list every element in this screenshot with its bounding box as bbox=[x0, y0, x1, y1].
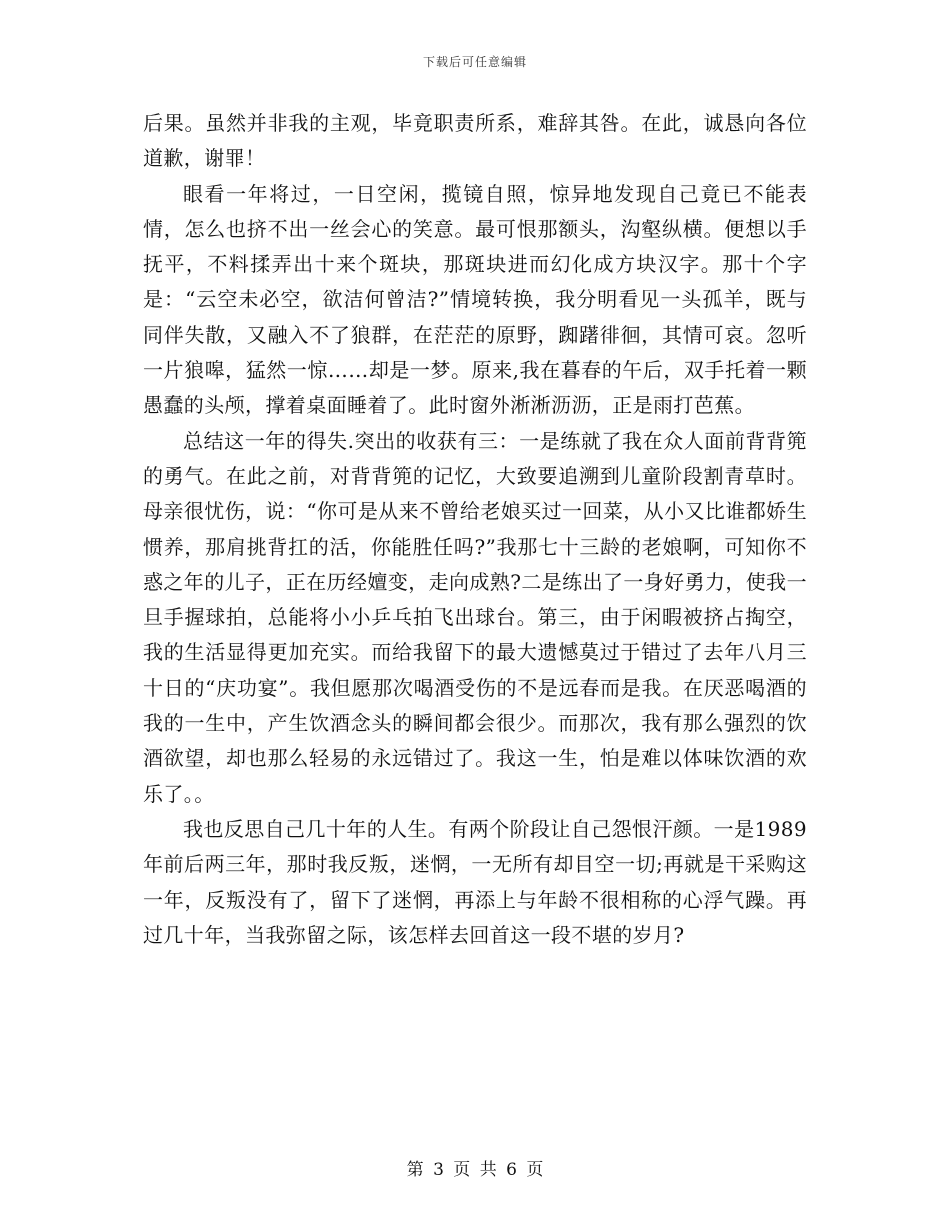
page-header-note: 下载后可任意编辑 bbox=[422, 55, 527, 69]
paragraph-reflection: 我也反思自己几十年的人生。有两个阶段让自己怨恨汗颜。一是1989年前后两三年，那时我反叛，迷惘，一无所有却目空一切;再就是干采购这一年，反叛没有了，留下了迷惘，再添上与年龄不很相称的心浮气躁。再过几十年，当我弥留之际，该怎样去回首这一段不堪的岁月? bbox=[143, 816, 807, 947]
paragraph-continuation: 后果。虽然并非我的主观，毕竟职责所系，难辞其咎。在此，诚恳向各位道歉，谢罪！ bbox=[143, 111, 807, 171]
page-number: 第 3 页 共 6 页 bbox=[406, 1160, 544, 1180]
document-body bbox=[143, 106, 807, 953]
paragraph-dream: 眼看一年将过，一日空闲，揽镜自照，惊异地发现自己竟已不能表情，怎么也挤不出一丝会心的笑意。最可恨那额头，沟壑纵横。便想以手抚平，不料揉弄出十来个斑块，那斑块进而幻化成方块汉字。那十个字是：“云空未必空，欲洁何曾洁?”情境转换，我分明看见一头孤羊，既与同伴失散，又融入不了狼群，在茫茫的原野，踟躇徘徊，其情可哀。忽听一片狼嗥，猛然一惊……却是一梦。原来,我在暮春的午后，双手托着一颗愚蠢的头颅，撑着桌面睡着了。此时窗外淅淅沥沥，正是雨打芭蕉。 bbox=[143, 181, 807, 418]
paragraph-year-summary: 总结这一年的得失.突出的收获有三：一是练就了我在众人面前背背篼的勇气。在此之前，对背背篼的记忆，大致要追溯到儿童阶段割青草时。母亲很忧伤，说：“你可是从来不曾给老娘买过一回菜，从小又比谁都娇生惯养，那肩挑背扛的活，你能胜任吗?”我那七十三龄的老娘啊，可知你不惑之年的儿子，正在历经嬗变，走向成熟?二是练出了一身好勇力，使我一旦手握球拍，总能将小小乒乓拍飞出球台。第三，由于闲暇被挤占掏空，我的生活显得更加充实。而给我留下的最大遗憾莫过于错过了去年八月三十日的“庆功宴”。我但愿那次喝酒受伤的不是远春而是我。在厌恶喝酒的我的一生中，产生饮酒念头的瞬间都会很少。而那次，我有那么强烈的饮酒欲望，却也那么轻易的永远错过了。我这一生，怕是难以体味饮酒的欢乐了。。 bbox=[143, 428, 807, 806]
